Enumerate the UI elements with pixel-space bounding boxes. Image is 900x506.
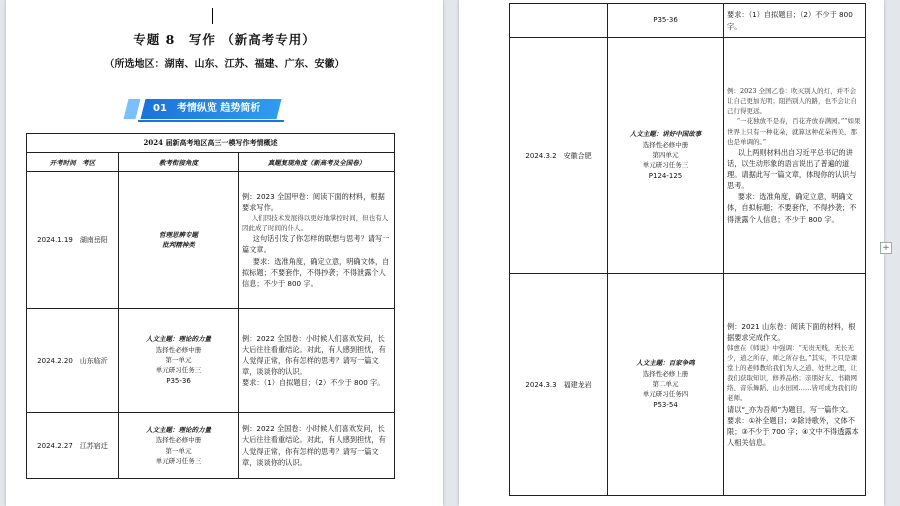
banner-underline <box>138 120 284 122</box>
link-line: P53-54 <box>653 400 678 409</box>
exam-region: 福建龙岩 <box>563 380 592 389</box>
date-region-cell <box>510 38 608 274</box>
link-line: 第二单元 <box>652 379 679 388</box>
exam-date: 2024.2.20 <box>37 356 73 365</box>
exam-cell <box>724 4 866 38</box>
table-row <box>510 274 866 496</box>
section-banner-label: 01 考情纵览 趋势简析 <box>153 103 261 114</box>
exam-cell <box>239 413 395 479</box>
exam-date: 2024.3.2 <box>525 151 557 160</box>
link-line: 选择性必修上册 <box>642 369 689 378</box>
link-line: 单元研习任务三 <box>642 161 689 170</box>
link-line: 人文主题：百家争鸣 <box>636 359 695 368</box>
table-row <box>510 4 866 38</box>
exam-text: 例：2021 山东卷：阅读下面的材料，根据要求完成作文。 <box>727 321 856 342</box>
table-caption: 2024 届新高考地区高三一模写作考情概述 <box>27 134 395 153</box>
link-line: 人文主题：理论的力量 <box>146 425 211 434</box>
link-cell <box>119 172 239 309</box>
link-line: P35-36 <box>166 376 191 385</box>
link-line: 批判精神类 <box>162 241 195 249</box>
table-row <box>27 413 395 479</box>
exam-text: 请以“_亦为吾师”为题目，写一篇作文。 <box>727 404 854 414</box>
exam-text: 要求：（1）自拟题目；（2）不少于 800 字。 <box>242 378 385 388</box>
exam-date: 2024.2.27 <box>37 441 73 450</box>
exam-overview-table-continued <box>509 3 866 496</box>
link-line: 单元研习任务三 <box>155 366 202 375</box>
exam-region: 山东临沂 <box>79 356 108 365</box>
page-title: 专题 8 写作 （新高考专用） <box>133 32 316 47</box>
add-icon[interactable]: + <box>880 242 892 254</box>
column-header-time-region: 开考时间 考区 <box>27 153 119 172</box>
text-cursor <box>212 8 213 24</box>
exam-text: 这句话引发了你怎样的联想与思考？请写一篇文章。 <box>242 234 390 255</box>
date-region-cell <box>510 4 608 38</box>
page-subtitle: （所选地区：湖南、山东、江苏、福建、广东、安徽） <box>104 59 345 70</box>
exam-text: 以上两则材料出自习近平总书记的讲话，以生动形象的语言说出了普遍的道理。请据此写一篇文章，体现你的认识与思考。 <box>727 147 857 191</box>
exam-cell <box>724 274 866 496</box>
link-line: 选择性必修中册 <box>155 436 202 445</box>
exam-date: 2024.1.19 <box>37 236 73 244</box>
link-cell <box>608 38 724 274</box>
link-line: 人文主题：讲好中国故事 <box>629 130 702 139</box>
link-cell <box>608 274 724 496</box>
document-page-right <box>459 0 884 506</box>
exam-region: 湖南岳阳 <box>79 236 108 244</box>
exam-cell <box>239 309 395 413</box>
exam-text: “一花独放不是春，百花齐放春满园。”“如果世界上只有一种花朵，就算这种花朵再美，那也是单调的。” <box>727 117 861 146</box>
date-region-cell <box>27 309 119 413</box>
document-page-left <box>6 0 443 506</box>
banner-decoration <box>124 99 141 119</box>
exam-cell <box>239 172 395 309</box>
exam-text: 要求：①补全题目；②除诗歌外，文体不限；③不少于 700 字；④文中不得透露本人相关信息。 <box>727 415 859 447</box>
link-line: 哲理思辨专题 <box>159 230 198 239</box>
exam-text: 韩愈在《师说》中强调：“无贵无贱，无长无少，道之所存，师之所存也。”其实，不只是课堂上的老师教给我们为人之道、处世之理，让我们获取知识，修养品格；亲朋好友、书籍网络、音乐舞蹈、山水田园……皆可成为我们的老师。 <box>727 344 858 403</box>
date-region-cell <box>27 413 119 479</box>
section-banner <box>141 99 282 119</box>
exam-region: 江苏宿迁 <box>79 441 108 450</box>
table-row <box>510 38 866 274</box>
link-line: 第一单元 <box>165 446 192 455</box>
link-cell <box>119 309 239 413</box>
link-line: 第四单元 <box>652 150 679 159</box>
exam-text: 例：2022 全国卷：小时候人们喜欢发问，长大后往往看重结论。对此，有人感到担忧，有人觉得正常，你有怎样的思考？请写一篇文章，谈谈你的认识。 <box>242 333 386 377</box>
exam-text: 例：2023 全国乙卷：吹灭别人的灯，并不会让自己更加光明；阻挡别人的路，也不会让自己行得更远。 <box>727 87 857 116</box>
link-line: 单元研习任务三 <box>155 456 202 465</box>
table-row <box>27 309 395 413</box>
exam-date: 2024.3.3 <box>525 380 557 389</box>
link-line: 选择性必修中册 <box>155 345 202 354</box>
exam-region: 安徽合肥 <box>563 151 592 160</box>
column-header-exam: 真题复现角度（新高考及全国卷） <box>239 153 395 172</box>
link-line: 选择性必修中册 <box>642 140 689 149</box>
exam-text: 人们因技术发展得以更好地掌控时间，但也有人因此成了时间的仆人。 <box>242 214 389 233</box>
exam-overview-table <box>26 133 395 479</box>
exam-text: 要求：选准角度，确定立意，明确文体，自拟标题；不要套作，不得抄袭；不得泄露个人信息；不少于 800 字。 <box>242 256 390 288</box>
date-region-cell <box>510 274 608 496</box>
link-cell <box>608 4 724 38</box>
exam-text: 例：2022 全国卷：小时候人们喜欢发问，长大后往往看重结论。对此，有人感到担忧，有人觉得正常，你有怎样的思考？请写一篇文章，谈谈你的认识。 <box>242 424 386 467</box>
link-line: P124-125 <box>648 171 683 180</box>
exam-cell <box>724 38 866 274</box>
exam-text: 要求：（1）自拟题目；（2）不少于 800 字。 <box>727 10 853 31</box>
exam-text: 要求：选准角度，确定立意，明确文体，自拟标题；不要套作，不得抄袭；不得泄露个人信息；不少于 800 字。 <box>727 192 857 224</box>
link-line: 第一单元 <box>165 355 192 364</box>
link-cell <box>119 413 239 479</box>
table-row <box>27 172 395 309</box>
exam-text: 例：2023 全国甲卷：阅读下面的材料，根据要求写作。 <box>242 191 385 213</box>
link-line: 人文主题：理论的力量 <box>146 335 211 344</box>
date-region-cell <box>27 172 119 309</box>
column-header-link: 教考衔接角度 <box>119 153 239 172</box>
link-line: 单元研习任务四 <box>642 390 689 399</box>
link-line: P35-36 <box>653 15 678 24</box>
